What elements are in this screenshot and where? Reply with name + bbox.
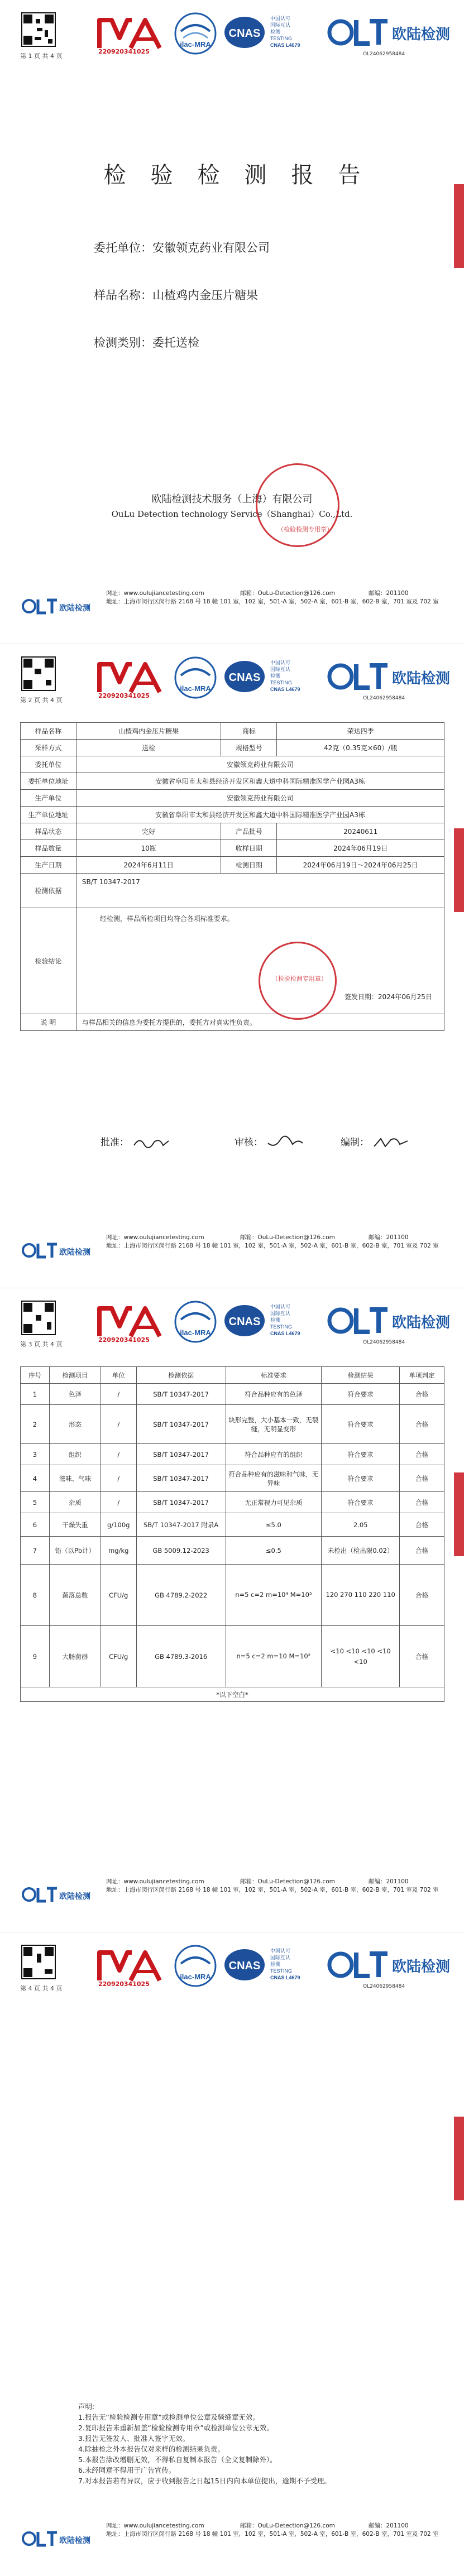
reviewer-label: 审核： bbox=[235, 1137, 263, 1148]
cnas-sub-5: CNAS L4679 bbox=[270, 1975, 300, 1980]
declaration-item: 3.报告无签发人、批准人签字无效。 bbox=[78, 2434, 190, 2443]
table-row bbox=[21, 823, 444, 840]
table-row bbox=[21, 1405, 444, 1444]
ilac-mra-logo bbox=[173, 1299, 218, 1344]
inspection-stamp-label: （检验检测专用章） bbox=[271, 975, 327, 982]
footer-email: 邮箱：OuLu-Detection@126.com bbox=[240, 590, 335, 597]
cnas-sub-2: 国际互认 bbox=[270, 1955, 291, 1961]
footer-postcode: 邮编：201100 bbox=[369, 1234, 409, 1241]
footer-info bbox=[106, 2522, 447, 2539]
table-row bbox=[21, 908, 444, 1014]
footer-address: 地址：上海市闵行区闵行路 2168 号 18 幢 101 室，102 室，501-A 室，502-A 室，601-B 室，602-B 室，701 室及 702 室 bbox=[106, 598, 439, 605]
cnas-label: CNAS bbox=[228, 1960, 261, 1972]
cell-value: 2024年06月19日～2024年06月25日 bbox=[277, 857, 444, 874]
declaration-item: 5.本报告涂改增删无效，不得私自复制本报告（全文复制除外）。 bbox=[78, 2455, 277, 2464]
cell: 合格 bbox=[400, 1465, 444, 1492]
cell: 未检出（检出限0.02） bbox=[322, 1537, 400, 1565]
cnas-label: CNAS bbox=[228, 1316, 261, 1328]
footer-email: 邮箱：OuLu-Detection@126.com bbox=[240, 2522, 335, 2529]
page-footer bbox=[0, 1874, 464, 1919]
approver-label: 批准： bbox=[101, 1137, 129, 1148]
page-header bbox=[0, 1288, 464, 1372]
cnas-sub-1: 中国认可 bbox=[270, 1304, 291, 1310]
qr-code bbox=[21, 1945, 56, 1979]
footer-address: 地址：上海市闵行区闵行路 2168 号 18 幢 101 室，102 室，501-A 室，502-A 室，601-B 室，602-B 室，701 室及 702 室 bbox=[106, 1243, 439, 1249]
cell: ≤5.0 bbox=[226, 1513, 322, 1537]
cell: 合格 bbox=[400, 1626, 444, 1687]
cell: CFU/g bbox=[101, 1565, 136, 1626]
table-row bbox=[21, 1513, 444, 1537]
sample-info-table bbox=[20, 722, 444, 1031]
table-row bbox=[21, 790, 444, 807]
reviewer-signature bbox=[266, 1135, 305, 1150]
cnas-sub-2: 国际互认 bbox=[270, 23, 291, 28]
cell-label: 商标 bbox=[221, 723, 277, 740]
cell: 形态 bbox=[49, 1405, 101, 1444]
cell: 2.05 bbox=[322, 1513, 400, 1537]
cell: 铅（以Pb计） bbox=[49, 1537, 101, 1565]
client-value: 安徽领克药业有限公司 bbox=[152, 241, 270, 255]
page-footer bbox=[0, 1230, 464, 1275]
cnas-sub-4: TESTING bbox=[270, 680, 293, 685]
cell-label: 生产日期 bbox=[21, 857, 76, 874]
sample-value: 山楂鸡内金压片糖果 bbox=[152, 289, 258, 302]
cell-value: 山楂鸡内金压片糖果 bbox=[76, 723, 221, 740]
brand-name: 欧陆检测 bbox=[392, 26, 451, 43]
cell: 合格 bbox=[400, 1565, 444, 1626]
table-row bbox=[21, 1565, 444, 1626]
cnas-sub-3: 检测 bbox=[270, 30, 281, 35]
preparer bbox=[341, 1134, 411, 1150]
table-row bbox=[21, 1687, 444, 1702]
cell: n=5 c=2 m=10⁴ M=10⁵ bbox=[226, 1565, 322, 1626]
cell: 干燥失重 bbox=[49, 1513, 101, 1537]
report-number: OL24062958484 bbox=[363, 51, 405, 57]
col-header: 单项判定 bbox=[400, 1367, 444, 1384]
inspection-seal bbox=[259, 942, 337, 1020]
cell: SB/T 10347-2017 bbox=[136, 1444, 226, 1465]
cell-value: 安徽领克药业有限公司 bbox=[76, 790, 444, 807]
footer-brand-name: 欧陆检测 bbox=[59, 2536, 90, 2545]
cell: <10 <10 <10 <10 <10 bbox=[322, 1626, 400, 1687]
seam-seal bbox=[454, 2117, 464, 2200]
preparer-signature bbox=[372, 1135, 411, 1150]
report-page-3 bbox=[0, 1288, 464, 1932]
report-page-2 bbox=[0, 644, 464, 1288]
cma-cert-number: 220920341025 bbox=[98, 48, 150, 55]
ilac-mra-logo bbox=[173, 11, 218, 56]
sample-row bbox=[94, 286, 258, 303]
category-label: 检测类别： bbox=[94, 336, 152, 349]
cnas-sub-4: TESTING bbox=[270, 1968, 293, 1974]
cell: 色泽 bbox=[49, 1384, 101, 1405]
table-row bbox=[21, 874, 444, 908]
client-row bbox=[94, 239, 270, 256]
issue-date: 签发日期：2024年06月25日 bbox=[344, 993, 432, 1001]
cnas-sub-2: 国际互认 bbox=[270, 667, 291, 673]
conclusion-label: 检验结论 bbox=[21, 908, 76, 1014]
ilac-label: ilac-MRA bbox=[180, 1328, 211, 1337]
cell: 合格 bbox=[400, 1537, 444, 1565]
page-number: 第 4 页 共 4 页 bbox=[20, 1985, 63, 1992]
page-header bbox=[0, 644, 464, 728]
cnas-sub-1: 中国认可 bbox=[270, 16, 291, 22]
cell: n=5 c=2 m=10 M=10² bbox=[226, 1626, 322, 1687]
cnas-sub-3: 检测 bbox=[270, 1962, 281, 1968]
cell: 符合品种应有的色泽 bbox=[226, 1384, 322, 1405]
qr-code bbox=[21, 1301, 56, 1335]
client-label: 委托单位： bbox=[94, 241, 152, 255]
footer-website: 网址：www.oulujiancetesting.com bbox=[106, 1234, 204, 1241]
cnas-sub-1: 中国认可 bbox=[270, 1949, 291, 1954]
footer-brand-logo bbox=[20, 595, 90, 617]
cell: 8 bbox=[21, 1565, 50, 1626]
cnas-sub-5: CNAS L4679 bbox=[270, 687, 300, 692]
results-table bbox=[20, 1366, 444, 1702]
cell: 符合要求 bbox=[322, 1465, 400, 1492]
cell-label: 委托单位地址 bbox=[21, 773, 76, 790]
footer-brand-logo bbox=[20, 1239, 90, 1261]
cnas-logo bbox=[222, 1301, 317, 1343]
cnas-logo bbox=[222, 656, 317, 699]
cell-label: 生产单位地址 bbox=[21, 807, 76, 823]
cnas-sub-3: 检测 bbox=[270, 1318, 281, 1323]
cnas-sub-1: 中国认可 bbox=[270, 660, 291, 666]
cnas-sub-5: CNAS L4679 bbox=[270, 42, 300, 48]
cell-label: 生产单位 bbox=[21, 790, 76, 807]
cma-cert-number: 220920341025 bbox=[98, 1336, 150, 1344]
report-number: OL24062958484 bbox=[363, 1984, 405, 1989]
table-row bbox=[21, 1444, 444, 1465]
col-header: 检测结果 bbox=[322, 1367, 400, 1384]
cell: 7 bbox=[21, 1537, 50, 1565]
table-row bbox=[21, 807, 444, 823]
declaration-title: 声明: bbox=[78, 2402, 95, 2411]
cma-cert-number: 220920341025 bbox=[98, 692, 150, 699]
declaration-item: 1.报告无“检验检测专用章”或检测单位公章及骑缝章无效。 bbox=[78, 2413, 260, 2421]
cma-cert-number: 220920341025 bbox=[98, 1980, 150, 1988]
cnas-sub-4: TESTING bbox=[270, 36, 293, 41]
seal-label: （检验检测专用章） bbox=[278, 526, 333, 533]
cell-value: 送检 bbox=[76, 740, 221, 756]
cell: GB 5009.12-2023 bbox=[136, 1537, 226, 1565]
footer-website: 网址：www.oulujiancetesting.com bbox=[106, 590, 204, 597]
page-header bbox=[0, 1932, 464, 2016]
qr-code bbox=[21, 656, 56, 691]
cell-value: 42克（0.35克×60）/瓶 bbox=[277, 740, 444, 756]
col-header: 序号 bbox=[21, 1367, 50, 1384]
cell: 合格 bbox=[400, 1444, 444, 1465]
cell: 5 bbox=[21, 1492, 50, 1513]
cnas-label: CNAS bbox=[228, 671, 261, 684]
official-seal bbox=[256, 463, 339, 547]
ilac-mra-logo bbox=[173, 1944, 218, 1988]
footer-email: 邮箱：OuLu-Detection@126.com bbox=[240, 1234, 335, 1241]
cell-label: 收样日期 bbox=[221, 840, 277, 857]
table-header-row bbox=[21, 1367, 444, 1384]
page-header bbox=[0, 0, 464, 84]
cell: 9 bbox=[21, 1626, 50, 1687]
end-of-table: *以下空白* bbox=[21, 1687, 444, 1702]
olt-brand-logo bbox=[325, 1948, 451, 1982]
cnas-logo bbox=[222, 1945, 317, 1987]
cell-label: 规格型号 bbox=[221, 740, 277, 756]
cell: / bbox=[101, 1465, 136, 1492]
cell-label: 样品数量 bbox=[21, 840, 76, 857]
cell: 组织 bbox=[49, 1444, 101, 1465]
cell: 合格 bbox=[400, 1384, 444, 1405]
seam-seal bbox=[454, 1472, 464, 1556]
cnas-sub-2: 国际互认 bbox=[270, 1311, 291, 1317]
ilac-label: ilac-MRA bbox=[180, 684, 211, 693]
cell: 符合品种应有的滋味和气味，无异味 bbox=[226, 1465, 322, 1492]
footer-email: 邮箱：OuLu-Detection@126.com bbox=[240, 1878, 335, 1885]
category-value: 委托送检 bbox=[152, 336, 199, 349]
cell: 1 bbox=[21, 1384, 50, 1405]
cell: 符合要求 bbox=[322, 1384, 400, 1405]
report-number: OL24062958484 bbox=[363, 1340, 405, 1345]
page-footer bbox=[0, 586, 464, 631]
footer-info bbox=[106, 1234, 447, 1250]
conclusion-value: 经检测，样品所检项目均符合各项标准要求。 bbox=[99, 915, 234, 923]
cell: g/100g bbox=[101, 1513, 136, 1537]
footer-brand-name: 欧陆检测 bbox=[59, 604, 90, 613]
cell: 合格 bbox=[400, 1492, 444, 1513]
qr-code bbox=[21, 12, 56, 47]
table-row bbox=[21, 1384, 444, 1405]
cell: GB 4789.2-2022 bbox=[136, 1565, 226, 1626]
footer-postcode: 邮编：201100 bbox=[369, 590, 409, 597]
cell: / bbox=[101, 1444, 136, 1465]
table-row bbox=[21, 756, 444, 773]
cell: 3 bbox=[21, 1444, 50, 1465]
olt-brand-logo bbox=[325, 16, 451, 49]
cell: / bbox=[101, 1384, 136, 1405]
footer-brand-name: 欧陆检测 bbox=[59, 1892, 90, 1901]
cell-value: 安徽领克药业有限公司 bbox=[76, 756, 444, 773]
cell: 120 270 110 220 110 bbox=[322, 1565, 400, 1626]
cell: 4 bbox=[21, 1465, 50, 1492]
cell: 杂质 bbox=[49, 1492, 101, 1513]
footer-address: 地址：上海市闵行区闵行路 2168 号 18 幢 101 室，102 室，501-A 室，502-A 室，601-B 室，602-B 室，701 室及 702 室 bbox=[106, 2531, 439, 2537]
col-header: 检测项目 bbox=[49, 1367, 101, 1384]
declaration-item: 2.复印报告未重新加盖“检验检测专用章”或检测单位公章无效。 bbox=[78, 2424, 274, 2432]
cell: 符合品种应有的组织 bbox=[226, 1444, 322, 1465]
cell: SB/T 10347-2017 bbox=[136, 1465, 226, 1492]
cell-label: 产品批号 bbox=[221, 823, 277, 840]
cell-value: 荣达四季 bbox=[277, 723, 444, 740]
remark-label: 说 明 bbox=[21, 1014, 76, 1031]
footer-info bbox=[106, 589, 447, 606]
ilac-label: ilac-MRA bbox=[180, 40, 211, 49]
seam-seal bbox=[454, 828, 464, 912]
cell: 6 bbox=[21, 1513, 50, 1537]
report-page-1 bbox=[0, 0, 464, 644]
footer-brand-name: 欧陆检测 bbox=[59, 1248, 90, 1257]
table-row bbox=[21, 1465, 444, 1492]
reviewer bbox=[235, 1134, 305, 1150]
cell-label: 样品名称 bbox=[21, 723, 76, 740]
conclusion-cell bbox=[76, 908, 444, 1014]
cell: / bbox=[101, 1492, 136, 1513]
cell: SB/T 10347-2017 bbox=[136, 1384, 226, 1405]
olt-brand-logo bbox=[325, 1304, 451, 1337]
cell: SB/T 10347-2017 bbox=[136, 1492, 226, 1513]
cell: 符合要求 bbox=[322, 1405, 400, 1444]
cell-value: 2024年6月11日 bbox=[76, 857, 221, 874]
approver bbox=[101, 1134, 171, 1150]
cell-value: 安徽省阜阳市太和县经济开发区和鑫大道中科国际精准医学产业园A3栋 bbox=[76, 773, 444, 790]
ilac-mra-logo bbox=[173, 655, 218, 700]
cell: 无正常视力可见杂质 bbox=[226, 1492, 322, 1513]
cnas-label: CNAS bbox=[228, 27, 261, 40]
cell-label: 样品状态 bbox=[21, 823, 76, 840]
cell: 块形完整，大小基本一致，无裂缝，无明显变形 bbox=[226, 1405, 322, 1444]
cell: 2 bbox=[21, 1405, 50, 1444]
footer-postcode: 邮编：201100 bbox=[369, 1878, 409, 1885]
footer-info bbox=[106, 1878, 447, 1894]
cell: / bbox=[101, 1405, 136, 1444]
report-title: 检验检测报告 bbox=[103, 162, 385, 188]
table-row bbox=[21, 1014, 444, 1031]
cnas-sub-3: 检测 bbox=[270, 674, 281, 679]
footer-website: 网址：www.oulujiancetesting.com bbox=[106, 1878, 204, 1885]
cell: ≤0.5 bbox=[226, 1537, 322, 1565]
page-number: 第 1 页 共 4 页 bbox=[20, 52, 63, 60]
cnas-sub-5: CNAS L4679 bbox=[270, 1331, 300, 1336]
declaration bbox=[78, 2401, 331, 2486]
table-row bbox=[21, 1537, 444, 1565]
cell-value: 完好 bbox=[76, 823, 221, 840]
cell: 符合要求 bbox=[322, 1492, 400, 1513]
footer-brand-logo bbox=[20, 2527, 90, 2550]
report-page-4 bbox=[0, 1932, 464, 2576]
footer-postcode: 邮编：201100 bbox=[369, 2522, 409, 2529]
page-number: 第 2 页 共 4 页 bbox=[20, 697, 63, 704]
cell: SB/T 10347-2017 附录A bbox=[136, 1513, 226, 1537]
cell: 滋味、气味 bbox=[49, 1465, 101, 1492]
cell: mg/kg bbox=[101, 1537, 136, 1565]
brand-name: 欧陆检测 bbox=[392, 1315, 451, 1331]
footer-address: 地址：上海市闵行区闵行路 2168 号 18 幢 101 室，102 室，501-A 室，502-A 室，601-B 室，602-B 室，701 室及 702 室 bbox=[106, 1887, 439, 1893]
brand-name: 欧陆检测 bbox=[392, 670, 451, 687]
col-header: 检测依据 bbox=[136, 1367, 226, 1384]
table-row bbox=[21, 723, 444, 740]
cell-value: 10瓶 bbox=[76, 840, 221, 857]
cell-label: 委托单位 bbox=[21, 756, 76, 773]
category-row bbox=[94, 334, 199, 351]
seam-seal bbox=[454, 184, 464, 268]
cell: 符合要求 bbox=[322, 1444, 400, 1465]
table-row bbox=[21, 1492, 444, 1513]
table-row bbox=[21, 1626, 444, 1687]
org-name-en: OuLu Detection technology Service（Shanghai）Co.,Ltd. bbox=[111, 509, 353, 519]
table-row bbox=[21, 773, 444, 790]
footer-brand-logo bbox=[20, 1883, 90, 1906]
declaration-item: 7.对本报告若有异议，应于收到报告之日起15日内向本单位提出，逾期不予受理。 bbox=[78, 2477, 331, 2485]
declaration-item: 6.未经同意不得用于广告宣传。 bbox=[78, 2466, 176, 2474]
footer-website: 网址：www.oulujiancetesting.com bbox=[106, 2522, 204, 2529]
page-footer bbox=[0, 2519, 464, 2563]
basis-value: SB/T 10347-2017 bbox=[76, 874, 444, 908]
cell: 大肠菌群 bbox=[49, 1626, 101, 1687]
cell-value: 安徽省阜阳市太和县经济开发区和鑫大道中科国际精准医学产业园A3栋 bbox=[76, 807, 444, 823]
report-number: OL24062958484 bbox=[363, 695, 405, 701]
approver-signature bbox=[132, 1135, 171, 1150]
olt-brand-logo bbox=[325, 660, 451, 693]
declaration-item: 4.除抽检之外本报告仅对来样的检测结果负责。 bbox=[78, 2445, 224, 2453]
table-row bbox=[21, 840, 444, 857]
cnas-logo bbox=[222, 12, 317, 55]
cell-value: 2024年06月19日 bbox=[277, 840, 444, 857]
remark-value: 与样品相关的信息为委托方提供的，委托方对真实性负责。 bbox=[76, 1014, 444, 1031]
cell: 合格 bbox=[400, 1513, 444, 1537]
page-number: 第 3 页 共 4 页 bbox=[20, 1341, 63, 1348]
cell: 菌落总数 bbox=[49, 1565, 101, 1626]
table-row bbox=[21, 857, 444, 874]
cell: SB/T 10347-2017 bbox=[136, 1405, 226, 1444]
cell: CFU/g bbox=[101, 1626, 136, 1687]
cell-label: 采样方式 bbox=[21, 740, 76, 756]
ilac-label: ilac-MRA bbox=[180, 1973, 211, 1981]
preparer-label: 编制： bbox=[341, 1137, 369, 1148]
table-row bbox=[21, 740, 444, 756]
cell: GB 4789.3-2016 bbox=[136, 1626, 226, 1687]
org-name-cn: 欧陆检测技术服务（上海）有限公司 bbox=[151, 493, 313, 505]
cell-label: 检测日期 bbox=[221, 857, 277, 874]
basis-label: 检测依据 bbox=[21, 874, 76, 908]
sample-label: 样品名称： bbox=[94, 289, 152, 302]
cell-value: 20240611 bbox=[277, 823, 444, 840]
col-header: 标准要求 bbox=[226, 1367, 322, 1384]
cell: 合格 bbox=[400, 1405, 444, 1444]
cnas-sub-4: TESTING bbox=[270, 1324, 293, 1330]
brand-name: 欧陆检测 bbox=[392, 1959, 451, 1975]
col-header: 单位 bbox=[101, 1367, 136, 1384]
